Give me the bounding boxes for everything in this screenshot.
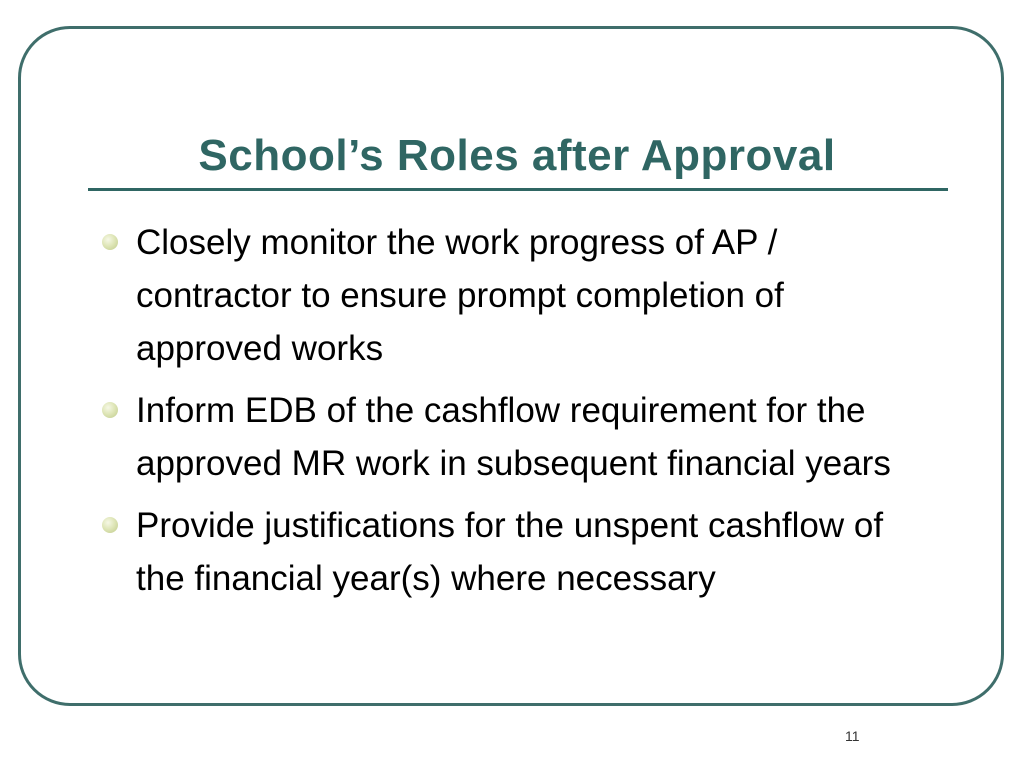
bullet-dot-icon — [102, 517, 118, 533]
bullet-list — [98, 216, 938, 614]
title-underline — [88, 188, 948, 191]
bullet-item — [98, 216, 938, 375]
bullet-dot-icon — [102, 234, 118, 250]
bullet-dot-icon — [102, 402, 118, 418]
page-number: 11 — [845, 728, 860, 744]
bullet-text: Provide justifications for the unspent cashflow of the financial year(s) where necessary — [136, 506, 884, 598]
bullet-text: Closely monitor the work progress of AP / contractor to ensure prompt completion of approved works — [136, 223, 784, 368]
bullet-item — [98, 499, 938, 605]
bullet-item — [98, 384, 938, 490]
slide-title: School’s Roles after Approval — [198, 131, 836, 180]
bullet-text: Inform EDB of the cashflow requirement for the approved MR work in subsequent financial years — [136, 391, 891, 483]
